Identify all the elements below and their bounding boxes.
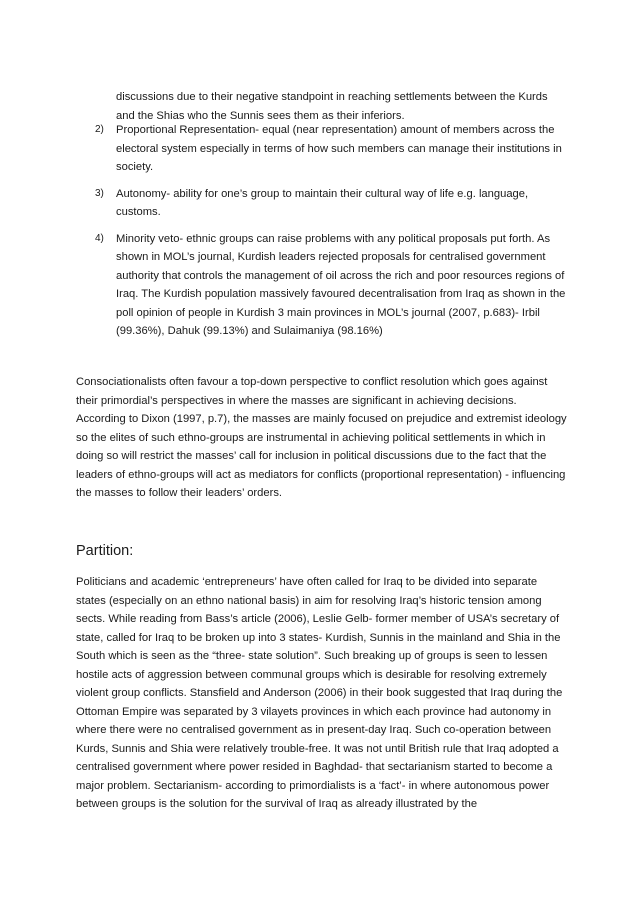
paragraph-consociationalists: Consociationalists often favour a top-down perspective to conflict resolution which goes against their primordial’s perspectives in where the masses are significant in achieving decisions. According to Dixon (1997, p.7), the masses are mainly focused on prejudice and extremist ideology so the elites of such ethno-groups are instrumental in achieving political settlements in which in doing so will restrict the masses’ call for inclusion in political discussions due to the fact that the leaders of ethno-groups will act as mediators for conflicts (proportional representation) - influencing the masses to follow their leaders’ orders. xyxy=(76,376,567,499)
list-item-number: 3) xyxy=(95,187,104,199)
list-item-text: Proportional Representation- equal (near representation) amount of members across the electoral system especially in terms of how such members can manage their institutions in society. xyxy=(116,124,562,173)
list-item-text: Minority veto- ethnic groups can raise problems with any political proposals put forth. As shown in MOL’s journal, Kurdish leaders rejected proposals for centralised government authority that controls the management of oil across the rich and poor resources regions of Iraq. The Kurdish population massively favoured decentralisation from Iraq as shown in the poll opinion of people in Kurdish 3 main provinces in MOL’s journal (2007, p.683)- Irbil (99.36%), Dahuk (99.13%) and Sulaimaniya (98.16%) xyxy=(116,232,566,337)
list-item-number: 4) xyxy=(95,232,104,244)
section-heading-partition: Partition: xyxy=(76,543,134,559)
list-item-text: Autonomy- ability for one’s group to maintain their cultural way of life e.g. language, customs. xyxy=(116,187,529,218)
list-item xyxy=(76,121,566,177)
list-item-number: 2) xyxy=(95,124,104,135)
numbered-list xyxy=(76,121,566,349)
list-item xyxy=(76,185,566,222)
list-item-continuation: discussions due to their negative standpoint in reaching settlements between the Kurds and the Shias who the Sunnis sees them as their inferiors. xyxy=(116,91,548,122)
list-item xyxy=(76,230,566,341)
paragraph-partition: Politicians and academic ‘entrepreneurs’ have often called for Iraq to be divided into separate states (especially on an ethno national basis) in aim for resolving Iraq’s historic tension among sects. While reading from Bass’s article (2006), Leslie Gelb- former member of USA’s secretary of state, called for Iraq to be broken up into 3 states- Kurdish, Sunnis in the mainland and Shia in the South which is seen as the “three- state solution”. Such breaking up of groups is seen to lessen hostile acts of aggression between communal groups which is desirable for resolving extremely violent group conflicts. Stansfield and Anderson (2006) in their book suggested that Iraq during the Ottoman Empire was separated by 3 vilayets provinces in which each province had autonomy in where there were no centralised government as in present-day Iraq. Such co-operation between Kurds, Sunnis and Shia were relatively trouble-free. It was not until British rule that Iraq adopted a centralised government where power resided in Baghdad- that sectarianism started to become a major problem. Sectarianism- according to primordialists is a ‘fact’- in where autonomous power between groups is the solution for the survival of Iraq as already illustrated by the xyxy=(76,576,563,810)
